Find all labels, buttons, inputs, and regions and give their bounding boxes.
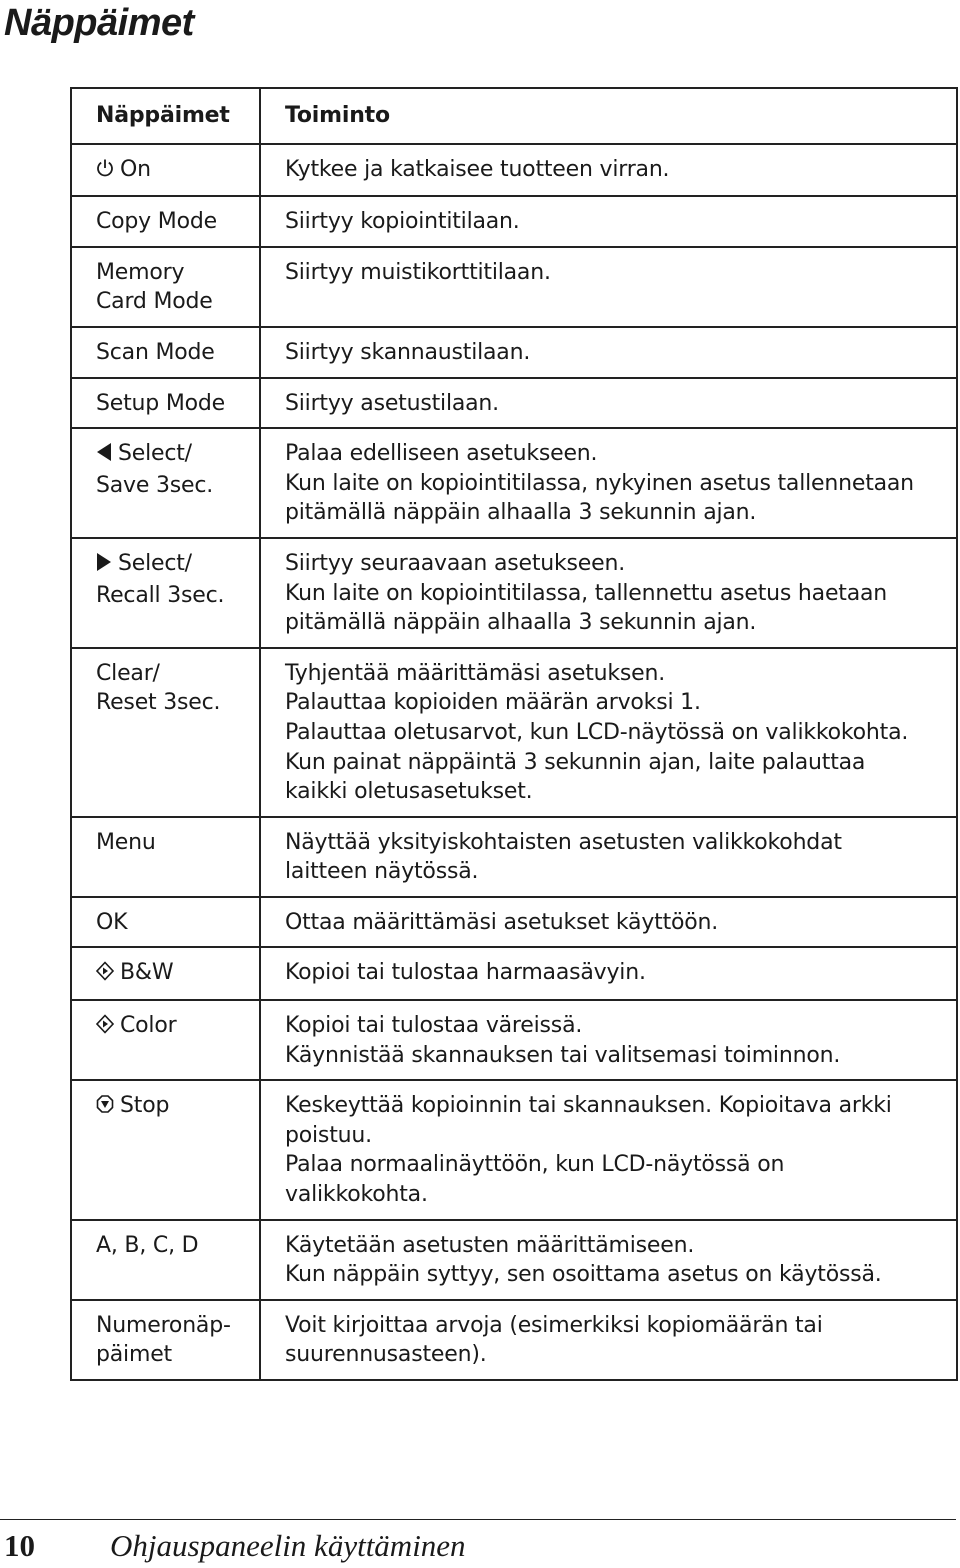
left-arrow-icon xyxy=(96,441,112,471)
function-cell xyxy=(260,1000,957,1080)
function-text: Kun laite on kopiointitilassa, nykyinen asetus tallennetaan xyxy=(285,470,914,496)
function-text: Kopioi tai tulostaa väreissä. xyxy=(285,1013,583,1039)
column-header-keys: Näppäimet xyxy=(71,88,260,144)
table-row xyxy=(71,1080,957,1219)
function-cell xyxy=(260,196,957,247)
function-cell xyxy=(260,428,957,538)
function-text: Siirtyy seuraavaan asetukseen. xyxy=(285,550,626,576)
start-diamond-icon xyxy=(96,960,114,990)
function-text: Käytetään asetusten määrittämiseen. xyxy=(285,1232,695,1258)
table-row xyxy=(71,538,957,648)
function-cell xyxy=(260,897,957,948)
section-title: Ohjauspaneelin käyttäminen xyxy=(110,1528,466,1563)
function-text: Ottaa määrittämäsi asetukset käyttöön. xyxy=(285,909,719,935)
key-cell xyxy=(71,648,260,817)
key-label: Menu xyxy=(96,829,156,855)
function-cell xyxy=(260,144,957,197)
key-label: B&W xyxy=(120,960,174,986)
table-row xyxy=(71,1000,957,1080)
function-text: Keskeyttää kopioinnin tai skannauksen. Kopioitava arkki xyxy=(285,1093,892,1119)
key-label: A, B, C, D xyxy=(96,1232,199,1258)
key-cell xyxy=(71,327,260,378)
function-text: pitämällä näppäin alhaalla 3 sekunnin ajan. xyxy=(285,610,757,636)
key-cell xyxy=(71,817,260,897)
key-cell xyxy=(71,947,260,1000)
function-text: Siirtyy muistikorttitilaan. xyxy=(285,259,551,285)
function-text: Kun painat näppäintä 3 sekunnin ajan, laite palauttaa xyxy=(285,749,866,775)
function-cell xyxy=(260,648,957,817)
function-text: Näyttää yksityiskohtaisten asetusten valikkokohdat xyxy=(285,829,842,855)
table-row xyxy=(71,648,957,817)
function-text: pitämällä näppäin alhaalla 3 sekunnin ajan. xyxy=(285,500,757,526)
function-cell xyxy=(260,947,957,1000)
function-cell xyxy=(260,247,957,327)
key-cell xyxy=(71,428,260,538)
keys-table xyxy=(70,87,958,1381)
function-text: Palaa edelliseen asetukseen. xyxy=(285,441,598,467)
function-text: Palauttaa oletusarvot, kun LCD-näytössä on valikkokohta. xyxy=(285,719,909,745)
key-label: Color xyxy=(120,1013,177,1039)
function-text: poistuu. xyxy=(285,1122,372,1148)
table-row xyxy=(71,144,957,197)
power-icon xyxy=(96,157,114,187)
function-text: Käynnistää skannauksen tai valitsemasi toiminnon. xyxy=(285,1042,841,1068)
function-cell xyxy=(260,538,957,648)
key-label: Recall 3sec. xyxy=(96,582,225,608)
table-row xyxy=(71,1300,957,1380)
table-row xyxy=(71,196,957,247)
key-label: Save 3sec. xyxy=(96,472,214,498)
function-text: Siirtyy asetustilaan. xyxy=(285,390,499,416)
function-text: Voit kirjoittaa arvoja (esimerkiksi kopiomäärän tai xyxy=(285,1312,823,1338)
start-diamond-icon xyxy=(96,1013,114,1043)
table-row xyxy=(71,817,957,897)
key-label: Memory xyxy=(96,259,185,285)
table-row xyxy=(71,247,957,327)
page-footer xyxy=(4,1528,466,1564)
key-cell xyxy=(71,897,260,948)
key-label: Copy Mode xyxy=(96,209,217,235)
function-text: Siirtyy skannaustilaan. xyxy=(285,339,531,365)
key-label: päimet xyxy=(96,1342,172,1368)
function-text: valikkokohta. xyxy=(285,1182,428,1208)
key-label: Clear/ xyxy=(96,660,160,686)
table-row xyxy=(71,378,957,429)
key-label: Select/ xyxy=(118,441,192,467)
key-label: Setup Mode xyxy=(96,390,225,416)
key-label: Select/ xyxy=(118,550,192,576)
function-text: Siirtyy kopiointitilaan. xyxy=(285,209,520,235)
page-title: Näppäimet xyxy=(4,2,194,44)
function-cell xyxy=(260,817,957,897)
stop-icon xyxy=(96,1093,114,1123)
page-number: 10 xyxy=(4,1528,35,1563)
function-text: suurennusasteen). xyxy=(285,1342,487,1368)
key-label: Scan Mode xyxy=(96,339,215,365)
function-text: Palauttaa kopioiden määrän arvoksi 1. xyxy=(285,690,701,716)
key-cell xyxy=(71,378,260,429)
function-cell xyxy=(260,378,957,429)
key-label: Reset 3sec. xyxy=(96,690,221,716)
function-text: Kun laite on kopiointitilassa, tallennettu asetus haetaan xyxy=(285,580,888,606)
key-label: Numeronäp- xyxy=(96,1312,231,1338)
table-row xyxy=(71,1220,957,1300)
table-row xyxy=(71,428,957,538)
table-row xyxy=(71,327,957,378)
key-label: Stop xyxy=(120,1093,170,1119)
column-header-function: Toiminto xyxy=(260,88,957,144)
footer-divider xyxy=(0,1519,956,1520)
function-text: Kun näppäin syttyy, sen osoittama asetus on käytössä. xyxy=(285,1262,882,1288)
key-label: Card Mode xyxy=(96,289,213,315)
function-text: Tyhjentää määrittämäsi asetuksen. xyxy=(285,660,666,686)
right-arrow-icon xyxy=(96,551,112,581)
key-label: OK xyxy=(96,909,128,935)
function-text: Palaa normaalinäyttöön, kun LCD-näytössä on xyxy=(285,1152,785,1178)
function-text: laitteen näytössä. xyxy=(285,859,479,885)
table-header-row xyxy=(71,88,957,144)
key-label: On xyxy=(120,156,151,182)
key-cell xyxy=(71,247,260,327)
function-cell xyxy=(260,1300,957,1380)
key-cell xyxy=(71,1000,260,1080)
key-cell xyxy=(71,538,260,648)
key-cell xyxy=(71,144,260,197)
function-cell xyxy=(260,1080,957,1219)
key-cell xyxy=(71,196,260,247)
key-cell xyxy=(71,1080,260,1219)
function-text: kaikki oletusasetukset. xyxy=(285,779,533,805)
table-row xyxy=(71,897,957,948)
key-cell xyxy=(71,1220,260,1300)
key-cell xyxy=(71,1300,260,1380)
function-cell xyxy=(260,1220,957,1300)
function-text: Kytkee ja katkaisee tuotteen virran. xyxy=(285,156,670,182)
function-cell xyxy=(260,327,957,378)
table-row xyxy=(71,947,957,1000)
function-text: Kopioi tai tulostaa harmaasävyin. xyxy=(285,960,646,986)
